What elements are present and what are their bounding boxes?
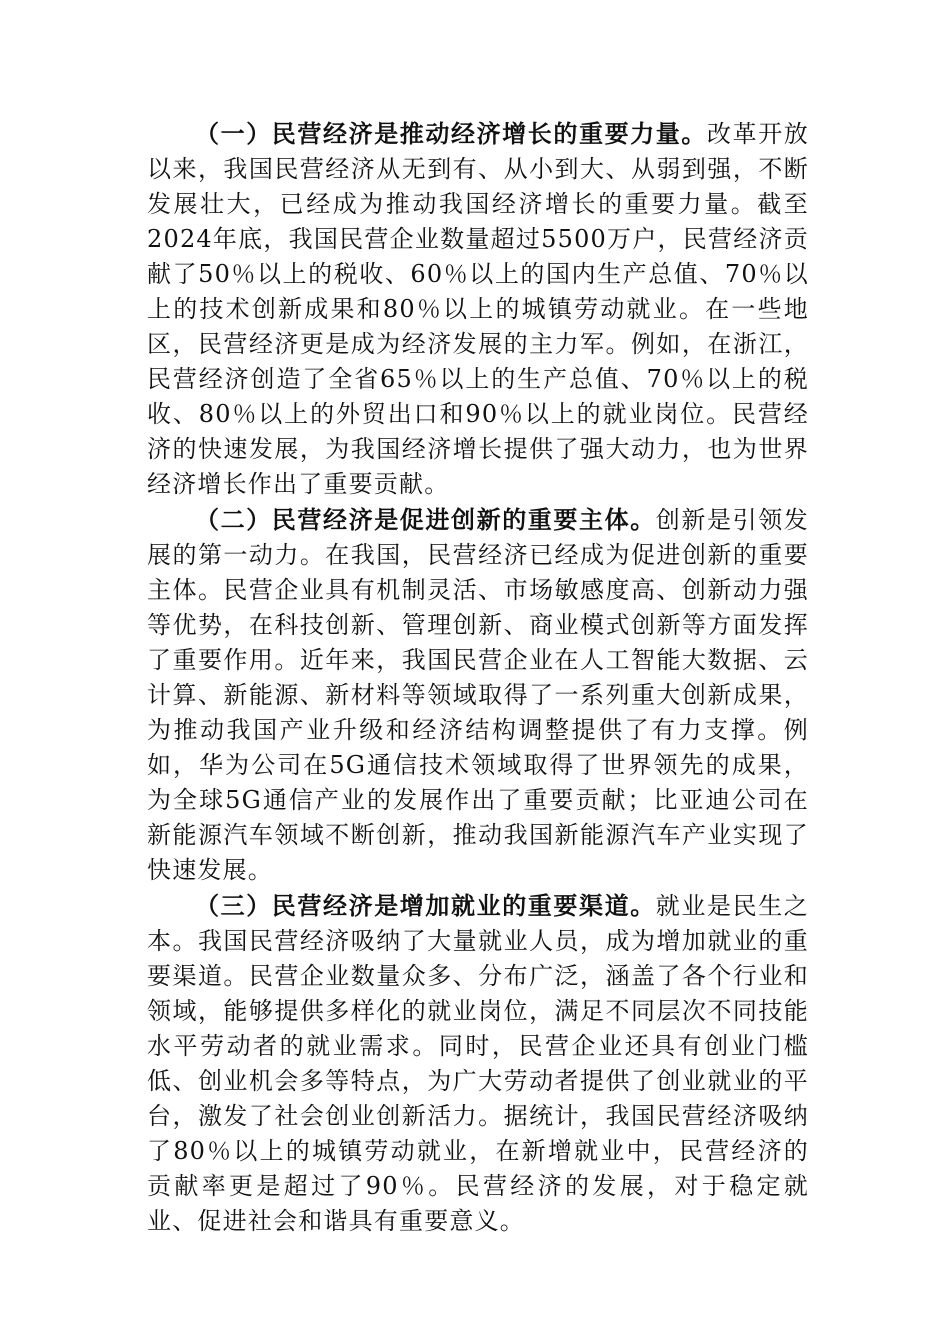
paragraph-heading: （一）民营经济是推动经济增长的重要力量。 [195,119,707,148]
document-page [147,116,809,1239]
paragraph-body: 就业是民生之本。我国民营经济吸纳了大量就业人员，成为增加就业的重要渠道。民营企业数量众多、分布广泛，涵盖了各个行业和领域，能够提供多样化的就业岗位，满足不同层次不同技能水平劳动者的就业需求。同时，民营企业还具有创业门槛低、创业机会多等特点，为广大劳动者提供了创业就业的平台，激发了社会创业创新活力。据统计，我国民营经济吸纳了80％以上的城镇劳动就业，在新增就业中，民营经济的贡献率更是超过了90％。民营经济的发展，对于稳定就业、促进社会和谐具有重要意义。 [147,892,809,1235]
paragraph-private-economy-innovation [147,502,809,888]
paragraph-heading: （二）民营经济是促进创新的重要主体。 [195,505,656,534]
paragraph-private-economy-growth [147,116,809,502]
paragraph-body: 改革开放以来，我国民营经济从无到有、从小到大、从弱到强，不断发展壮大，已经成为推动我国经济增长的重要力量。截至2024年底，我国民营企业数量超过5500万户，民营经济贡献了50％以上的税收、60％以上的国内生产总值、70％以上的技术创新成果和80％以上的城镇劳动就业。在一些地区，民营经济更是成为经济发展的主力军。例如，在浙江，民营经济创造了全省65％以上的生产总值、70％以上的税收、80％以上的外贸出口和90％以上的就业岗位。民营经济的快速发展，为我国经济增长提供了强大动力，也为世界经济增长作出了重要贡献。 [147,120,809,498]
paragraph-heading: （三）民营经济是增加就业的重要渠道。 [195,891,656,920]
paragraph-private-economy-employment [147,888,809,1239]
paragraph-body: 创新是引领发展的第一动力。在我国，民营经济已经成为促进创新的重要主体。民营企业具有机制灵活、市场敏感度高、创新动力强等优势，在科技创新、管理创新、商业模式创新等方面发挥了重要作用。近年来，我国民营企业在人工智能大数据、云计算、新能源、新材料等领域取得了一系列重大创新成果，为推动我国产业升级和经济结构调整提供了有力支撑。例如，华为公司在5G通信技术领域取得了世界领先的成果，为全球5G通信产业的发展作出了重要贡献；比亚迪公司在新能源汽车领域不断创新，推动我国新能源汽车产业实现了快速发展。 [147,506,809,884]
